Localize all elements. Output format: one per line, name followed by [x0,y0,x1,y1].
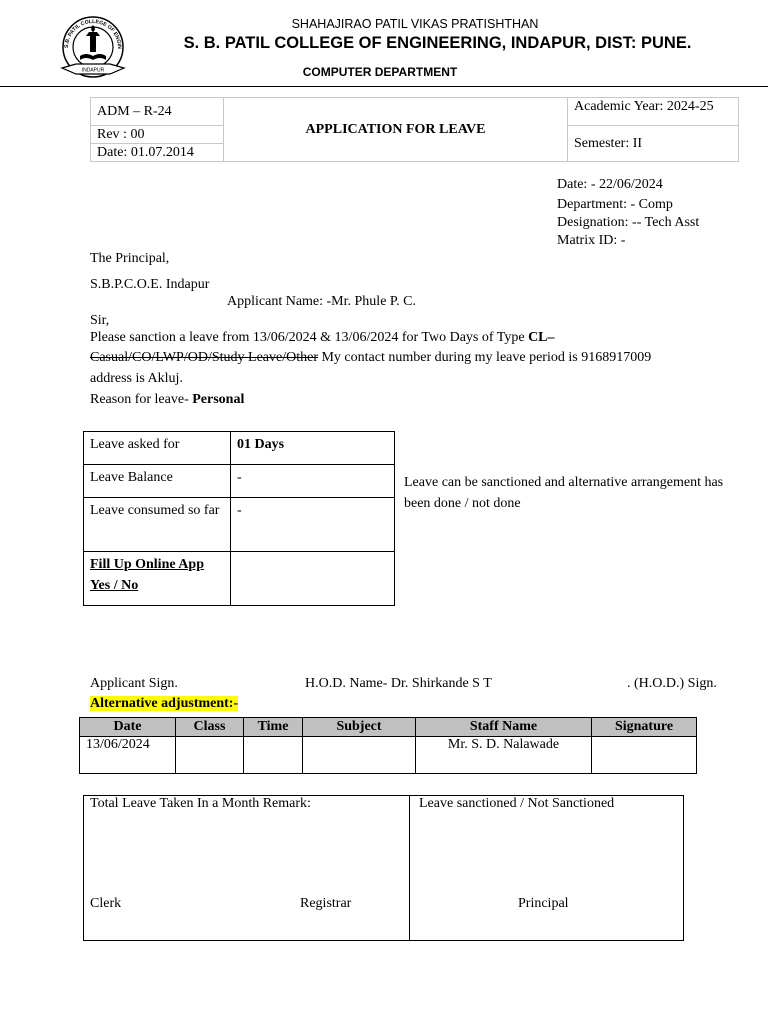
leave-consumed-value: - [231,498,395,552]
registrar-sign: Registrar [300,896,352,911]
request-line-2 [90,350,651,366]
seal-text-bottom: INDAPUR [81,67,105,74]
doc-number: ADM – R-24 [91,98,224,126]
academic-year: Academic Year: 2024-25 [568,98,739,126]
salutation: Sir, [90,313,110,328]
col-subject: Subject [303,718,416,737]
reason-label: Reason for leave- [90,392,193,407]
form-date: Date: 01.07.2014 [91,144,224,162]
addressee: The Principal, [90,251,170,266]
org-name: SHAHAJIRAO PATIL VIKAS PRATISHTHAN [291,17,539,31]
applicant-sign: Applicant Sign. [90,676,178,691]
online-app-label-line1: Fill Up Online App [90,557,204,572]
college-name: S. B. PATIL COLLEGE OF ENGINEERING, INDAPUR, DIST: PUNE. [183,34,692,52]
office-use-box [83,795,684,941]
revision: Rev : 00 [91,126,224,144]
header-divider [0,86,768,87]
form-info-table [90,97,739,162]
table-row [80,737,697,774]
table-row [84,465,395,498]
sanction-note: Leave can be sanctioned and alternative arrangement has been done / not done [404,475,724,511]
hod-name: H.O.D. Name- Dr. Shirkande S T [305,676,492,691]
remark-label: Total Leave Taken In a Month Remark: [90,796,311,811]
clerk-sign: Clerk [90,896,122,911]
online-app-value [231,552,395,606]
application-date: Date: - 22/06/2024 [557,177,663,192]
col-time: Time [244,718,303,737]
reason-line [90,392,244,408]
online-app-label-line2: Yes / No [90,578,139,593]
leave-asked-label: Leave asked for [84,432,231,465]
reason-value: Personal [192,392,245,407]
leave-summary-table [83,431,395,606]
cell-signature [592,737,697,774]
leave-consumed-label: Leave consumed so far [84,498,231,552]
svg-text:S.B. PATIL COLLEGE OF ENGINEER [56,14,122,49]
sanction-status-label: Leave sanctioned / Not Sanctioned [419,796,615,811]
office-use-divider [409,795,410,940]
alt-adjustment-table [79,717,697,774]
leave-type: CL– [528,330,555,345]
semester: Semester: II [568,126,739,162]
department-name: COMPUTER DEPARTMENT [302,65,458,79]
matrix-id-field: Matrix ID: - [557,233,626,248]
cell-time [244,737,303,774]
contact-text: My contact number during my leave period is 9168917009 [317,350,652,365]
address-line: address is Akluj. [90,371,183,386]
alt-adjustment-heading [90,696,238,712]
applicant-name: Applicant Name: -Mr. Phule P. C. [227,294,416,309]
form-title: APPLICATION FOR LEAVE [224,98,568,162]
designation-field: Designation: -- Tech Asst [557,215,700,230]
leave-type-options: Casual/CO/LWP/OD/Study Leave/Other [90,350,318,365]
table-row [84,552,395,606]
cell-staff-name: Mr. S. D. Nalawade [416,737,592,774]
table-row [84,432,395,465]
table-row [84,498,395,552]
col-staff-name: Staff Name [416,718,592,737]
institute-name: S.B.P.C.O.E. Indapur [90,277,210,292]
request-line-1 [90,330,555,346]
request-text: Please sanction a leave from 13/06/2024 & 13/06/2024 for Two Days of Type [90,330,529,345]
col-class: Class [176,718,244,737]
department-field: Department: - Comp [557,197,673,212]
col-signature: Signature [592,718,697,737]
hod-sign: . (H.O.D.) Sign. [627,676,717,691]
seal-text-top: S.B. PATIL COLLEGE OF ENGIN [63,18,123,49]
table-header-row [80,718,697,737]
leave-balance-label: Leave Balance [84,465,231,498]
col-date: Date [80,718,176,737]
college-seal-icon [56,14,130,80]
cell-class [176,737,244,774]
cell-subject [303,737,416,774]
leave-balance-value: - [231,465,395,498]
online-app-label [84,552,231,606]
leave-asked-value: 01 Days [231,432,395,465]
cell-date: 13/06/2024 [80,737,176,774]
alt-adjustment-heading-text: Alternative adjustment:- [90,696,239,711]
principal-sign: Principal [518,896,569,911]
